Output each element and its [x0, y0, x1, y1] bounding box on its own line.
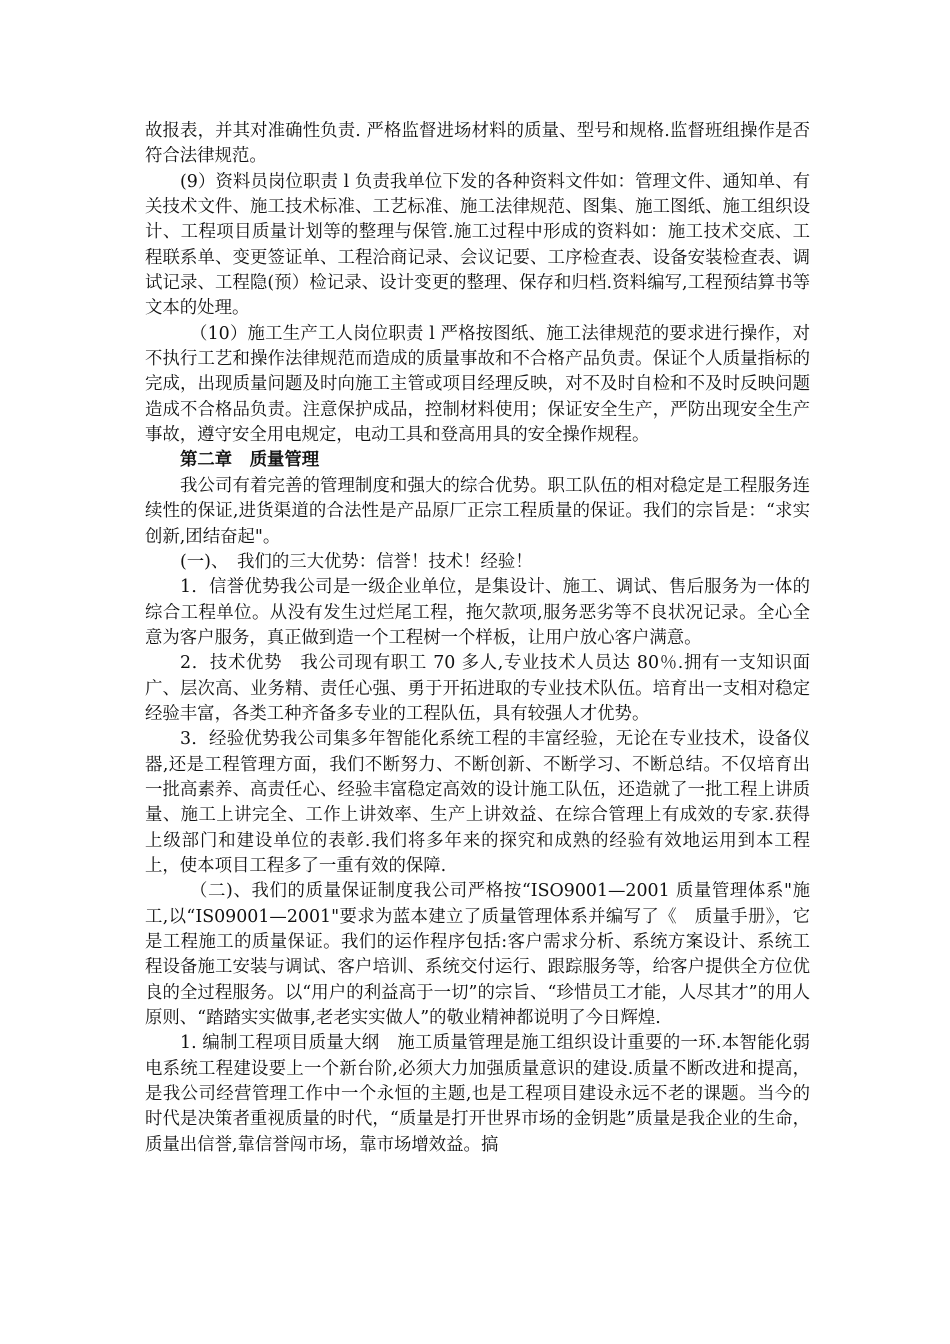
paragraph-technology: 2．技术优势 我公司现有职工 70 多人,专业技术人员达 80％.拥有一支知识面广、层次高、业务精、责任心强、勇于开拓进取的专业技术队伍。培育出一支相对稳定经验丰富，各类工种齐备多专业的工程队伍，具有较强人才优势。 — [145, 653, 810, 724]
paragraph-company-intro: 我公司有着完善的管理制度和强大的综合优势。职工队伍的相对稳定是工程服务连续性的保证,进货渠道的合法性是产品原厂正宗工程质量的保证。我们的宗旨是：“求实创新,团结奋起"。 — [145, 475, 810, 547]
chapter-heading: 第二章 质量管理 — [180, 450, 320, 471]
paragraph-experience: 3．经验优势我公司集多年智能化系统工程的丰富经验，无论在专业技术，设备仪器,还是工程管理方面，我们不断努力、不断创新、不断学习、不断总结。不仅培育出一批高素养、高责任心、经验丰富稳定高效的设计施工队伍，还造就了一批工程上讲质量、施工上讲完全、工作上讲效率、生产上讲效益、在综合管理上有成效的专家.获得上级部门和建设单位的表彰.我们将多年来的探究和成熟的经验有效地运用到本工程上，使本项目工程多了一重有效的保障. — [145, 729, 810, 876]
paragraph-quality-system: （二)、我们的质量保证制度我公司严格按“ISO9001—2001 质量管理体系"施工,以“IS09001—2001"要求为蓝本建立了质量管理体系并编写了《 质量手册》，它是工程施工的质量保证。我们的运作程序包括:客户需求分析、系统方案设计、系统工程设备施工安装与调试、客户培训、系统交付运行、跟踪服务等，给客户提供全方位优良的全过程服务。以“用户的利益高于一切”的宗旨、“珍惜员工才能，人尽其才”的用人原则、“踏踏实实做事,老老实实做人”的敬业精神都说明了今日辉煌. — [145, 881, 810, 1029]
document-body — [145, 119, 810, 1158]
paragraph-worker-duties: （10）施工生产工人岗位职责 l 严格按图纸、施工法律规范的要求进行操作，对不执行工艺和操作法律规范而造成的质量事故和不合格产品负责。保证个人质量指标的完成，出现质量问题及时向施工主管或项目经理反映，对不及时自检和不及时反映问题造成不合格品负责。注意保护成品，控制材料使用；保证安全生产，严防出现安全生产事故，遵守安全用电规定，电动工具和登高用具的安全操作规程。 — [145, 323, 810, 446]
paragraph-reputation: 1．信誉优势我公司是一级企业单位，是集设计、施工、调试、售后服务为一体的综合工程单位。从没有发生过烂尾工程，拖欠款项,服务恶劣等不良状况记录。全心全意为客户服务，真正做到造一个工程树一个样板，让用户放心客户满意。 — [145, 577, 810, 648]
paragraph-archivist-duties: (9）资料员岗位职责 l 负责我单位下发的各种资料文件如：管理文件、通知单、有关技术文件、施工技术标准、工艺标准、施工法律规范、图集、施工图纸、施工组织设计、工程项目质量计划等的整理与保管.施工过程中形成的资料如：施工技术交底、工程联系单、变更签证单、工程洽商记录、会议记要、工序检查表、设备安装检查表、调试记录、工程隐(预）检记录、设计变更的整理、保存和归档.资料编写,工程预结算书等文本的处理。 — [145, 171, 810, 319]
paragraph-quality-outline: 1. 编制工程项目质量大纲 施工质量管理是施工组织设计重要的一环.本智能化弱电系统工程建设要上一个新台阶,必须大力加强质量意识的建设.质量不断改进和提高，是我公司经营管理工作中一个永恒的主题,也是工程项目建设永远不老的课题。当今的时代是决策者重视质量的时代，“质量是打开世界市场的金钥匙”质量是我企业的生命，质量出信誉,靠信誉闯市场，靠市场增效益。搞 — [145, 1033, 810, 1155]
paragraph-continued: 故报表，并其对准确性负责. 严格监督进场材料的质量、型号和规格.监督班组操作是否符合法律规范。 — [145, 121, 810, 167]
paragraph-three-advantages: (一)、 我们的三大优势：信誉！技术！经验！ — [180, 551, 533, 572]
